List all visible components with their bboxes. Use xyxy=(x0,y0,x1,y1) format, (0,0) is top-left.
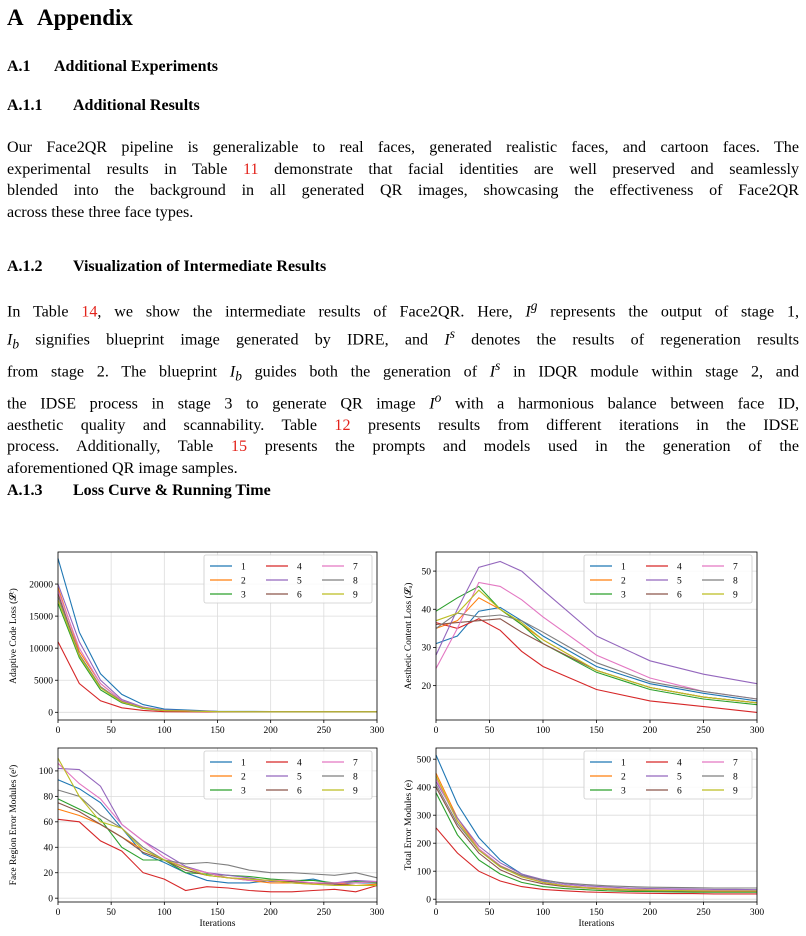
legend-label-5: 5 xyxy=(677,772,682,783)
y-tick-label: 100 xyxy=(416,867,431,878)
table-ref-link[interactable]: 15 xyxy=(230,438,248,456)
legend-label-9: 9 xyxy=(353,590,358,601)
paragraph-additional-results xyxy=(7,137,799,223)
x-tick-label: 0 xyxy=(433,908,439,918)
chart-legend xyxy=(584,751,752,799)
x-tick-label: 300 xyxy=(369,908,385,918)
appendix-heading xyxy=(7,5,133,31)
x-tick-label: 200 xyxy=(642,908,658,918)
legend-label-7: 7 xyxy=(353,758,358,769)
para-line: process. Additionally, Table 15 presents the prompts and models used in the generation of the xyxy=(7,438,799,456)
legend-label-7: 7 xyxy=(733,562,738,573)
legend-frame xyxy=(584,555,752,603)
para-line: from stage 2. The blueprint $I_b$ guides both the generation of $I^s$ in IDQR module within stage 2, and xyxy=(7,357,799,384)
x-tick-label: 150 xyxy=(210,726,225,736)
chart-panel-1 xyxy=(7,552,384,736)
para-line: $I_b$ signifies blueprint image generated by IDRE, and $I^s$ denotes the results of regeneration results xyxy=(7,325,799,352)
legend-label-2: 2 xyxy=(621,772,626,783)
chart-legend xyxy=(584,555,752,603)
y-tick-label: 20 xyxy=(421,681,431,692)
chart-panel-2 xyxy=(402,552,764,736)
y-tick-label: 20000 xyxy=(29,580,53,591)
y-tick-label: 300 xyxy=(416,811,431,822)
legend-label-1: 1 xyxy=(241,562,246,573)
legend-label-9: 9 xyxy=(353,786,358,797)
legend-label-8: 8 xyxy=(733,772,738,783)
x-tick-label: 200 xyxy=(642,726,658,736)
y-tick-label: 10000 xyxy=(29,644,53,655)
x-tick-label: 0 xyxy=(433,726,439,736)
x-axis-label: Iterations xyxy=(578,919,615,929)
x-tick-label: 250 xyxy=(316,908,331,918)
para-line: In Table 14, we show the intermediate results of Face2QR. Here, $I^g$ represents the output of stage 1, xyxy=(7,298,800,321)
legend-label-5: 5 xyxy=(297,576,302,587)
legend-label-8: 8 xyxy=(353,772,358,783)
x-tick-label: 150 xyxy=(589,726,604,736)
y-tick-label: 80 xyxy=(43,792,53,803)
y-axis-label: Adaptive Code Loss (𝓛ᶜ) xyxy=(9,588,19,684)
chart-panel-3 xyxy=(8,748,384,929)
legend-label-6: 6 xyxy=(677,786,682,797)
table-ref-link[interactable]: 12 xyxy=(334,416,351,434)
y-axis-label: Total Error Modules (e) xyxy=(404,779,414,871)
legend-label-1: 1 xyxy=(621,562,626,573)
x-tick-label: 250 xyxy=(696,726,711,736)
y-tick-label: 500 xyxy=(416,755,431,766)
y-tick-label: 30 xyxy=(421,643,431,654)
subsection-number: A.1.2 xyxy=(7,258,43,275)
x-tick-label: 50 xyxy=(484,908,495,918)
y-tick-label: 20 xyxy=(43,868,53,879)
legend-label-7: 7 xyxy=(353,562,358,573)
legend-label-9: 9 xyxy=(733,590,738,601)
legend-label-6: 6 xyxy=(677,590,682,601)
y-tick-label: 0 xyxy=(48,708,53,719)
legend-label-4: 4 xyxy=(297,758,302,769)
chart-panel-4 xyxy=(403,748,764,929)
x-tick-label: 100 xyxy=(157,908,172,918)
x-tick-label: 50 xyxy=(484,726,495,736)
subsection-number: A.1.1 xyxy=(7,97,43,114)
x-axis-label: Iterations xyxy=(199,919,236,929)
legend-label-2: 2 xyxy=(241,772,246,783)
subsection-title: Visualization of Intermediate Results xyxy=(73,258,327,275)
x-tick-label: 150 xyxy=(210,908,225,918)
y-tick-label: 5000 xyxy=(34,676,53,687)
legend-label-3: 3 xyxy=(241,590,246,601)
legend-frame xyxy=(204,751,372,799)
y-tick-label: 15000 xyxy=(29,612,53,623)
table-ref-link[interactable]: 11 xyxy=(243,160,259,178)
legend-label-2: 2 xyxy=(621,576,626,587)
para-line: experimental results in Table 11 demonstrate that facial identities are well preserved and seamlessly xyxy=(7,160,799,178)
x-tick-label: 100 xyxy=(535,908,551,918)
x-tick-label: 100 xyxy=(157,726,172,736)
legend-label-9: 9 xyxy=(733,786,738,797)
para-line: blended into the background in all generated QR images, showcasing the effectiveness of Face2QR xyxy=(7,182,799,199)
y-tick-label: 40 xyxy=(43,843,53,854)
y-tick-label: 100 xyxy=(38,767,53,778)
legend-label-8: 8 xyxy=(353,576,358,587)
x-tick-label: 200 xyxy=(263,908,278,918)
x-tick-label: 200 xyxy=(263,726,278,736)
x-tick-label: 300 xyxy=(749,726,765,736)
para-line: the IDSE process in stage 3 to generate QR image $I^o$ with a harmonious balance between face ID, xyxy=(7,390,799,413)
subsection-heading-results xyxy=(7,97,200,115)
y-tick-label: 0 xyxy=(426,895,431,906)
legend-label-4: 4 xyxy=(677,758,682,769)
table-ref-link[interactable]: 14 xyxy=(81,303,98,321)
paragraph-intermediate-results xyxy=(7,295,799,479)
y-tick-label: 50 xyxy=(421,567,431,578)
section-title: Additional Experiments xyxy=(54,58,219,75)
legend-label-8: 8 xyxy=(733,576,738,587)
loss-curves-figure xyxy=(0,536,806,936)
x-tick-label: 250 xyxy=(696,908,711,918)
x-tick-label: 50 xyxy=(106,726,116,736)
legend-label-2: 2 xyxy=(241,576,246,587)
x-tick-label: 50 xyxy=(106,908,116,918)
y-tick-label: 60 xyxy=(43,818,53,829)
x-tick-label: 300 xyxy=(369,726,385,736)
para-line: aesthetic quality and scannability. Table 12 presents results from different iterations in the IDSE xyxy=(7,416,800,434)
subsection-title: Loss Curve & Running Time xyxy=(73,482,271,499)
legend-label-3: 3 xyxy=(621,590,626,601)
legend-label-6: 6 xyxy=(297,590,302,601)
para-line: across these three face types. xyxy=(7,203,194,221)
legend-label-7: 7 xyxy=(733,758,738,769)
para-line: aforementioned QR image samples. xyxy=(7,459,238,477)
x-tick-label: 150 xyxy=(589,908,604,918)
legend-label-6: 6 xyxy=(297,786,302,797)
section-heading xyxy=(7,58,218,76)
x-tick-label: 0 xyxy=(55,908,61,918)
subsection-heading-visualization xyxy=(7,258,326,276)
legend-label-3: 3 xyxy=(241,786,246,797)
para-line: Our Face2QR pipeline is generalizable to real faces, generated realistic faces, and cartoon faces. The xyxy=(7,139,799,156)
subsection-number: A.1.3 xyxy=(7,482,43,499)
chart-legend xyxy=(204,751,372,799)
y-axis-label: Face Region Error Modules (eᶠ) xyxy=(9,764,19,886)
y-axis-label: Aesthetic Content Loss (𝓛ₐ) xyxy=(404,582,414,690)
x-tick-label: 300 xyxy=(749,908,765,918)
y-tick-label: 40 xyxy=(421,605,431,616)
subsection-title: Additional Results xyxy=(73,97,200,114)
legend-label-4: 4 xyxy=(297,562,302,573)
y-tick-label: 200 xyxy=(416,839,431,850)
subsection-heading-loss xyxy=(7,482,271,500)
x-tick-label: 0 xyxy=(55,726,61,736)
heading-title: Appendix xyxy=(37,5,133,30)
legend-label-1: 1 xyxy=(241,758,246,769)
x-tick-label: 100 xyxy=(535,726,551,736)
legend-label-5: 5 xyxy=(677,576,682,587)
legend-label-1: 1 xyxy=(621,758,626,769)
y-tick-label: 0 xyxy=(48,894,53,905)
legend-frame xyxy=(584,751,752,799)
heading-number: A xyxy=(7,5,24,30)
chart-legend xyxy=(204,555,372,603)
legend-frame xyxy=(204,555,372,603)
y-tick-label: 400 xyxy=(416,783,431,794)
x-tick-label: 250 xyxy=(316,726,331,736)
legend-label-4: 4 xyxy=(677,562,682,573)
section-number: A.1 xyxy=(7,58,31,75)
legend-label-5: 5 xyxy=(297,772,302,783)
legend-label-3: 3 xyxy=(621,786,626,797)
